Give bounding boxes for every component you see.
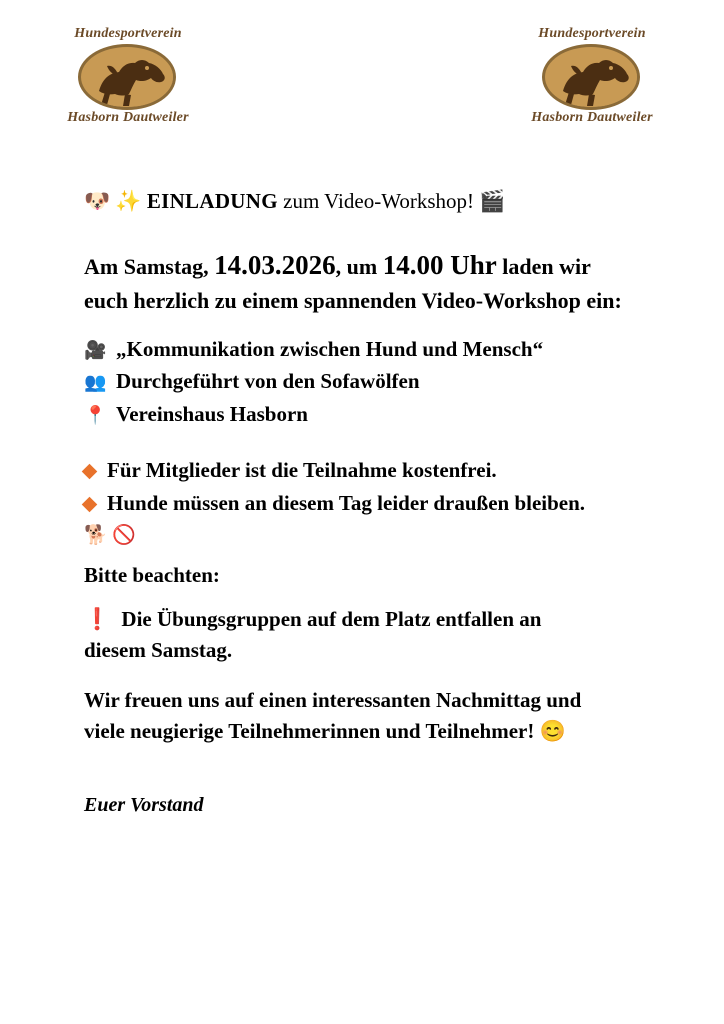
headline-mid: , um	[335, 253, 378, 279]
warning-line-2: diesem Samstag.	[84, 638, 233, 663]
event-date: 14.03.2026	[214, 249, 336, 280]
exclamation-icon: ❗	[84, 606, 111, 631]
info-location: Vereinshaus Hasborn	[116, 401, 308, 426]
headline-second-line: euch herzlich zu einem spannenden Video-Workshop ein:	[84, 287, 622, 313]
club-logo-bottom-text: Hasborn Dautweiler	[67, 110, 189, 125]
warning-text-1: Die Übungsgruppen auf dem Platz entfallen an	[121, 606, 542, 631]
club-logo-left	[48, 18, 208, 138]
dog-logo-icon	[78, 44, 176, 110]
list-item	[84, 333, 684, 366]
invitation-body	[84, 186, 684, 817]
club-logo-bottom-text: Hasborn Dautweiler	[531, 110, 653, 125]
event-time: 14.00 Uhr	[382, 249, 497, 280]
no-dogs-emoji-row: 🐕 🚫	[84, 525, 137, 547]
invitation-title-line	[84, 186, 684, 218]
info-presenter: Durchgeführt von den Sofawölfen	[116, 369, 420, 394]
list-item	[84, 487, 684, 520]
movie-camera-icon: 🎥	[84, 339, 107, 360]
smiling-face-icon: 😊	[539, 719, 566, 744]
invitation-title-rest: zum Video-Workshop!	[283, 189, 475, 213]
headline-suffix: laden wir	[502, 253, 591, 279]
closing-line-2	[84, 716, 684, 748]
list-item	[84, 454, 684, 487]
closing-line-1: Wir freuen uns auf einen interessanten Nachmittag und	[84, 687, 582, 712]
signature: Euer Vorstand	[84, 793, 204, 816]
invitation-keyword: EINLADUNG	[146, 189, 278, 213]
condition-no-dogs: Hunde müssen an diesem Tag leider draußen bleiben.	[107, 490, 586, 515]
club-logo-top-text: Hundesportverein	[538, 26, 646, 41]
note-heading: Bitte beachten:	[84, 563, 220, 588]
event-headline	[84, 246, 684, 317]
diamond-bullet-icon	[82, 496, 98, 512]
clapper-board-icon: 🎬	[479, 189, 506, 213]
condition-free-entry: Für Mitglieder ist die Teilnahme kostenfrei.	[107, 458, 497, 483]
people-icon: 👥	[84, 372, 107, 393]
closing-text-2: viele neugierige Teilnehmerinnen und Teilnehmer!	[84, 719, 535, 744]
club-logo-top-text: Hundesportverein	[74, 26, 182, 41]
sparkles-icon: ✨	[115, 189, 142, 213]
event-info-list	[84, 333, 684, 431]
list-item	[84, 398, 684, 431]
dog-logo-icon	[542, 44, 640, 110]
info-topic: „Kommunikation zwischen Hund und Mensch“	[116, 336, 544, 361]
club-logo-right	[512, 18, 672, 138]
diamond-bullet-icon	[82, 464, 98, 480]
dog-face-icon: 🐶	[84, 189, 111, 213]
headline-prefix: Am Samstag,	[84, 253, 209, 279]
warning-line-1	[84, 604, 684, 636]
list-item	[84, 365, 684, 398]
map-pin-icon: 📍	[84, 404, 107, 425]
event-conditions-list	[84, 454, 684, 519]
